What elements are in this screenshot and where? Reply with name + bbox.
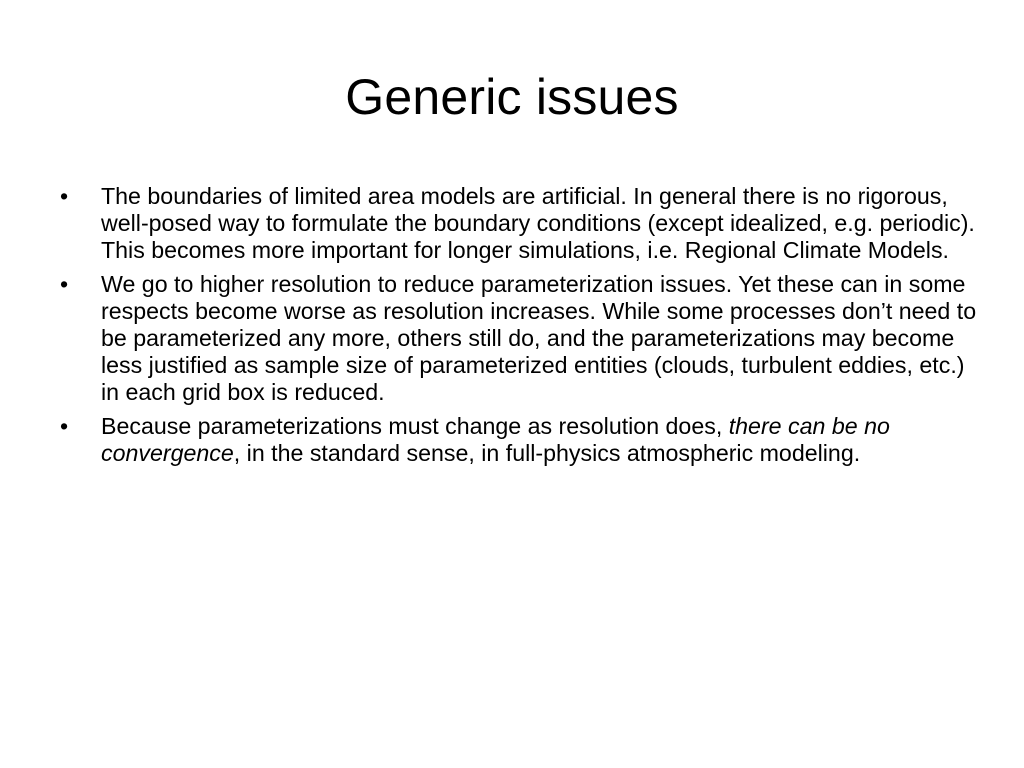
bullet-icon: • (60, 413, 69, 440)
bullet-item-convergence (60, 413, 980, 467)
bullet-text: The boundaries of limited area models are artificial. In general there is no rigorous, well-posed way to formulate the boundary conditions (except idealized, e.g. periodic). This becomes more important for longer simulations, i.e. Regional Climate Models. (101, 183, 975, 263)
slide-title: Generic issues (345, 69, 679, 125)
bullet-icon: • (60, 183, 69, 209)
bullet-text-emphasis: there can be no convergence (101, 413, 890, 467)
bullet-item-boundaries (60, 183, 980, 263)
bullet-list (60, 183, 980, 475)
bullet-text-after: , in the standard sense, in full-physics atmospheric modeling. (233, 440, 861, 467)
bullet-text-before: Because parameterizations must change as resolution does, (101, 413, 729, 440)
bullet-icon: • (60, 271, 69, 298)
bullet-item-resolution (60, 271, 980, 405)
bullet-text: We go to higher resolution to reduce parameterization issues. Yet these can in some respects become worse as resolution increases. While some processes don’t need to be parameterized any more, others still do, and the parameterizations may become less justified as sample size of parameterized entities (clouds, turbulent eddies, etc.) in each grid box is reduced. (101, 271, 977, 405)
